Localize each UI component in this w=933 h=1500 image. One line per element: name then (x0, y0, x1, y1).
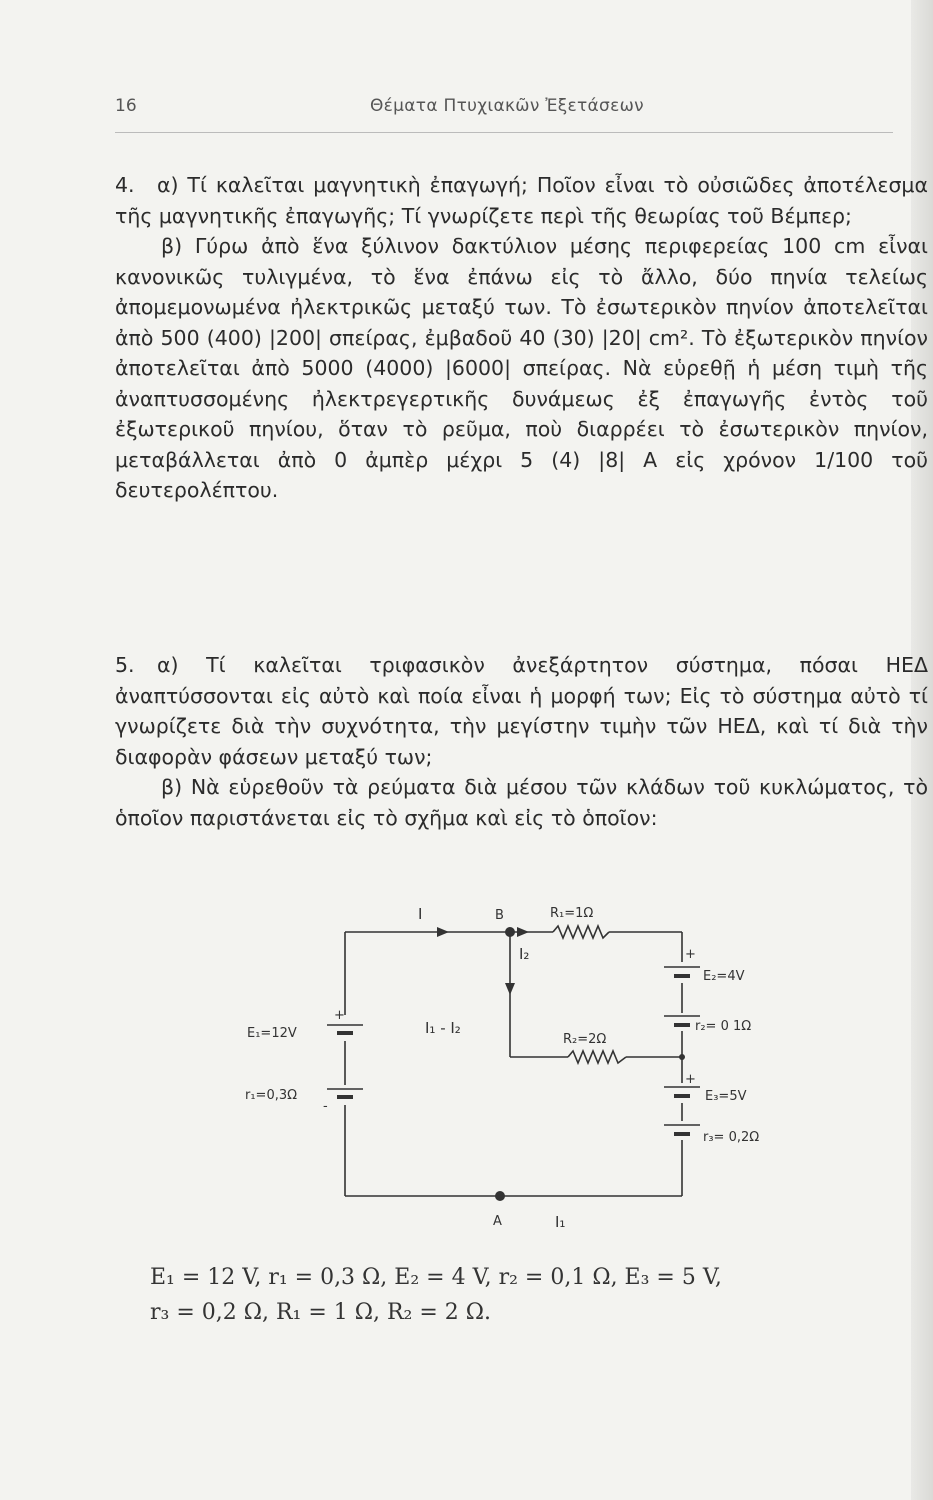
question-5-part-a-text: α) Τί καλεῖται τριφασικὸν ἀνεξάρτητον σύστημα, πόσαι ΗΕΔ ἀναπτύσσονται εἰς αὐτὸ καὶ ποία εἶναι ἡ μορφή των; Εἰς τὸ σύστημα αὐτὸ τί γνωρίζετε διὰ τὴν συχνότητα, τὴν μεγίστην τιμὴν τῶν ΗΕΔ, καὶ τί διὰ τὴν διαφορὰν φάσεων μεταξύ των; (115, 653, 928, 769)
question-5-part-a (115, 650, 928, 772)
label-current-i: I (418, 905, 423, 923)
given-line-2: r₃ = 0,2 Ω, R₁ = 1 Ω, R₂ = 2 Ω. (150, 1300, 492, 1325)
label-e3: E₃=5V (705, 1089, 747, 1104)
battery-e2 (664, 967, 700, 976)
page-number: 16 (115, 96, 137, 116)
label-r2: R₂=2Ω (563, 1032, 607, 1047)
label-e2: E₂=4V (703, 969, 745, 984)
battery-r1-cell (327, 1089, 363, 1097)
battery-e3 (664, 1087, 700, 1096)
label-e1: E₁=12V (247, 1026, 297, 1041)
circuit-diagram (225, 895, 785, 1245)
arrow-current-i1-minus-i2 (505, 983, 515, 995)
arrow-current-i2 (517, 927, 529, 937)
label-node-a: A (493, 1214, 502, 1229)
node-b (505, 927, 515, 937)
label-e2-plus: + (685, 947, 696, 962)
label-current-i1: I₁ (555, 1213, 566, 1231)
question-4-part-b: β) Γύρω ἀπὸ ἕνα ξύλινον δακτύλιον μέσης περιφερείας 100 cm εἶναι κανονικῶς τυλιγμένα, τὸ ἕνα ἐπάνω εἰς τὸ ἄλλο, δύο πηνία τελείως ἀπομεμονωμένα ἠλεκτρικῶς μεταξύ των. Τὸ ἐσωτερικὸν πηνίον ἀποτελεῖται ἀπὸ 500 (400) |200| σπείρας, ἐμβαδοῦ 40 (30) |20| cm². Τὸ ἐξωτερικὸν πηνίον ἀποτελεῖται ἀπὸ 5000 (4000) |6000| σπείρας. Νὰ εὑρεθῇ ἡ μέση τιμὴ τῆς ἀναπτυσσομένης ἠλεκτρεγερτικῆς δυνάμεως ἐξ ἐπαγωγῆς ἐντὸς τοῦ ἐξωτερικοῦ πηνίου, ὅταν τὸ ρεῦμα, ποὺ διαρρέει τὸ ἐσωτερικὸν πηνίον, μεταβάλλεται ἀπὸ 0 ἀμπὲρ μέχρι 5 (4) |8| A εἰς χρόνον 1/100 τοῦ δευτερολέπτου. (115, 234, 928, 502)
question-5-number: 5. (115, 653, 135, 677)
battery-r3-cell (664, 1125, 700, 1134)
label-e1-plus: + (334, 1008, 345, 1023)
given-values (150, 1260, 870, 1330)
label-current-i1-minus-i2: I₁ - I₂ (425, 1019, 461, 1037)
label-r1-minus: - (323, 1099, 328, 1114)
running-title: Θέματα Πτυχιακῶν Ἐξετάσεων (370, 96, 644, 116)
running-head (115, 96, 893, 130)
question-4 (115, 170, 928, 506)
node-a (495, 1191, 505, 1201)
question-5-part-b: β) Νὰ εὑρεθοῦν τὰ ρεύματα διὰ μέσου τῶν κλάδων τοῦ κυκλώματος, τὸ ὁποῖον παριστάνεται εἰς τὸ σχῆμα καὶ εἰς τὸ ὁποῖον: (115, 775, 928, 830)
label-r2-internal: r₂= 0 1Ω (695, 1019, 752, 1034)
battery-e1 (327, 1025, 363, 1033)
arrow-current-i (437, 927, 449, 937)
question-4-part-a-text: α) Τί καλεῖται μαγνητικὴ ἐπαγωγή; Ποῖον εἶναι τὸ οὐσιῶδες ἀποτέλεσμα τῆς μαγνητικῆς ἐπαγωγῆς; Τί γνωρίζετε περὶ τῆς θεωρίας τοῦ Βέμπερ; (115, 173, 928, 228)
node-r2-junction (679, 1054, 685, 1060)
resistor-r2 (568, 1051, 626, 1063)
label-r1-internal: r₁=0,3Ω (245, 1088, 298, 1103)
label-current-i2: I₂ (519, 945, 530, 963)
resistor-r1 (553, 926, 609, 938)
question-4-part-a (115, 170, 928, 231)
circuit-svg (225, 895, 785, 1245)
label-e3-plus: + (685, 1072, 696, 1087)
given-line-1: E₁ = 12 V, r₁ = 0,3 Ω, E₂ = 4 V, r₂ = 0,1 Ω, E₃ = 5 V, (150, 1265, 722, 1290)
label-r1: R₁=1Ω (550, 906, 594, 921)
question-4-number: 4. (115, 173, 135, 197)
header-rule (115, 132, 893, 133)
question-5 (115, 650, 928, 833)
label-node-b: B (495, 908, 504, 923)
label-r3-internal: r₃= 0,2Ω (703, 1130, 760, 1145)
circuit-wires (345, 926, 682, 1196)
